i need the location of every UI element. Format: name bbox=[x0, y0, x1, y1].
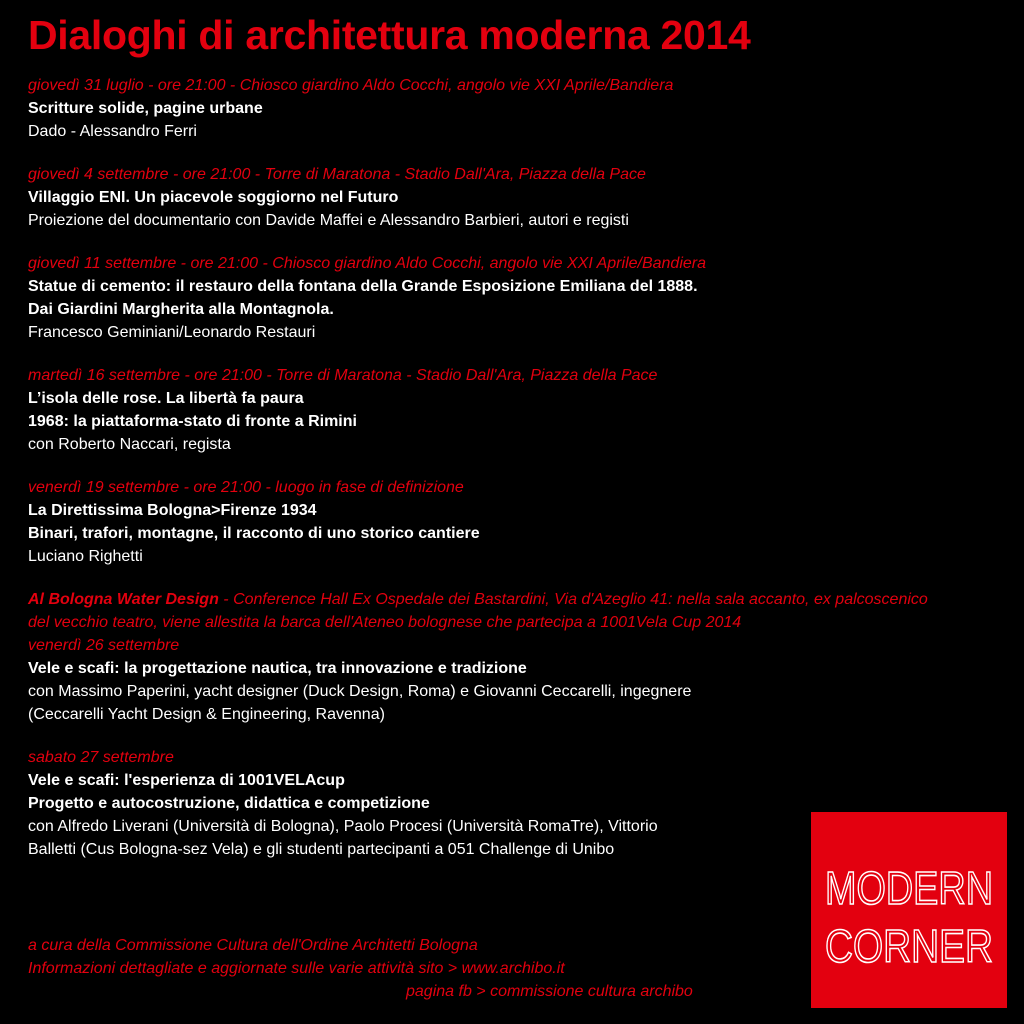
event-subtitle: Binari, trafori, montagne, il racconto di uno storico cantiere bbox=[28, 525, 480, 542]
event-list bbox=[28, 74, 988, 881]
event-item bbox=[28, 364, 988, 456]
event-title: L’isola delle rose. La libertà fa paura bbox=[28, 390, 304, 407]
water-design-intro bbox=[28, 588, 988, 611]
event-subtitle: Dai Giardini Margherita alla Montagnola. bbox=[28, 301, 334, 318]
session-speakers: con Alfredo Liverani (Università di Bologna), Paolo Procesi (Università RomaTre), Vittorio bbox=[28, 818, 658, 835]
event-title: Scritture solide, pagine urbane bbox=[28, 100, 263, 117]
water-design-lead: Al Bologna Water Design bbox=[28, 591, 219, 608]
event-speakers: con Roberto Naccari, regista bbox=[28, 436, 231, 453]
event-speakers: Luciano Righetti bbox=[28, 548, 143, 565]
event-date: giovedì 31 luglio - ore 21:00 - Chiosco giardino Aldo Cocchi, angolo vie XXI Aprile/Bandiera bbox=[28, 77, 674, 94]
event-date: martedì 16 settembre - ore 21:00 - Torre di Maratona - Stadio Dall'Ara, Piazza della Pace bbox=[28, 367, 658, 384]
session-speakers-cont: Balletti (Cus Bologna-sez Vela) e gli studenti partecipanti a 051 Challenge di Unibo bbox=[28, 841, 615, 858]
event-date: giovedì 4 settembre - ore 21:00 - Torre di Maratona - Stadio Dall'Ara, Piazza della Pace bbox=[28, 166, 646, 183]
event-speakers: Dado - Alessandro Ferri bbox=[28, 123, 197, 140]
modern-corner-logo bbox=[811, 812, 1007, 1008]
event-title: La Direttissima Bologna>Firenze 1934 bbox=[28, 502, 317, 519]
session-date: sabato 27 settembre bbox=[28, 749, 174, 766]
event-date: venerdì 19 settembre - ore 21:00 - luogo in fase di definizione bbox=[28, 479, 464, 496]
event-item bbox=[28, 252, 988, 344]
event-item bbox=[28, 476, 988, 568]
footer-website: Informazioni dettagliate e aggiornate sulle varie attività sito > www.archibo.it bbox=[28, 960, 565, 977]
event-date: giovedì 11 settembre - ore 21:00 - Chiosco giardino Aldo Cocchi, angolo vie XXI Aprile/Bandiera bbox=[28, 255, 707, 272]
footer-curator: a cura della Commissione Cultura dell'Ordine Architetti Bologna bbox=[28, 937, 478, 954]
event-item bbox=[28, 74, 988, 143]
event-title: Villaggio ENI. Un piacevole soggiorno nel Futuro bbox=[28, 189, 399, 206]
session-speakers-cont: (Ceccarelli Yacht Design & Engineering, Ravenna) bbox=[28, 706, 385, 723]
footer-facebook: pagina fb > commissione cultura archibo bbox=[406, 983, 693, 1000]
logo-line-1: MODERN bbox=[825, 862, 993, 914]
event-speakers: Francesco Geminiani/Leonardo Restauri bbox=[28, 324, 316, 341]
event-speakers: Proiezione del documentario con Davide Maffei e Alessandro Barbieri, autori e registi bbox=[28, 212, 629, 229]
page-title: Dialoghi di architettura moderna 2014 bbox=[28, 12, 751, 58]
logo-line-2: CORNER bbox=[825, 920, 993, 972]
session-speakers: con Massimo Paperini, yacht designer (Duck Design, Roma) e Giovanni Ceccarelli, ingegnere bbox=[28, 683, 692, 700]
session-date: venerdì 26 settembre bbox=[28, 637, 180, 654]
session-title: Vele e scafi: l'esperienza di 1001VELAcup bbox=[28, 772, 345, 789]
event-subtitle: 1968: la piattaforma-stato di fronte a Rimini bbox=[28, 413, 357, 430]
water-design-intro-rest: - Conference Hall Ex Ospedale dei Bastardini, Via d'Azeglio 41: nella sala accanto, ex palcoscenico bbox=[218, 591, 928, 608]
session-subtitle: Progetto e autocostruzione, didattica e competizione bbox=[28, 795, 430, 812]
session-title: Vele e scafi: la progettazione nautica, tra innovazione e tradizione bbox=[28, 660, 527, 677]
water-design-section bbox=[28, 588, 988, 726]
footer bbox=[28, 934, 728, 1003]
logo-graphic bbox=[811, 812, 1007, 1008]
event-item bbox=[28, 163, 988, 232]
water-design-intro-line2: del vecchio teatro, viene allestita la barca dell'Ateneo bolognese che partecipa a 1001Vela Cup 2014 bbox=[28, 614, 742, 631]
event-title: Statue di cemento: il restauro della fontana della Grande Esposizione Emiliana del 1888. bbox=[28, 278, 698, 295]
